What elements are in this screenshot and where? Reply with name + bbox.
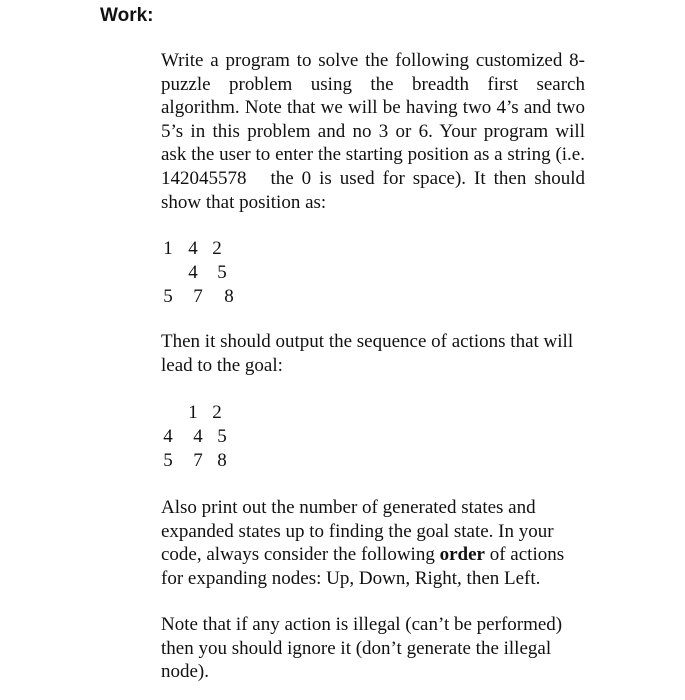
order-keyword: order <box>439 544 485 566</box>
instructions-text: Write a program to solve the following customized 8-puzzle problem using the breadth first search algorithm. Note that we will be having two 4’s and two 5’s in this problem and no 3 or 6. Your program will ask the user to enter the starting position as a string (i.e. 142045578 the 0 is used for space). It then should show that position as: <box>161 50 585 213</box>
output-requirements-paragraph <box>161 496 591 590</box>
goal-intro-text: Then it should output the sequence of actions that will lead to the goal: <box>161 331 574 376</box>
grid-cell: 8 <box>224 286 234 307</box>
grid-cell: 1 <box>188 402 198 423</box>
grid-cell: 5 <box>217 262 227 283</box>
output-requirements-text-start: Also print out the number of generated states and expanded states up to finding the goal state. In your code, always consider the following <box>161 497 554 566</box>
goal-intro-paragraph <box>161 330 591 377</box>
grid-cell: 4 <box>163 426 173 447</box>
grid-cell: 5 <box>163 286 173 307</box>
grid-cell: 2 <box>212 238 222 259</box>
grid-cell: 4 <box>193 426 203 447</box>
grid-cell: 5 <box>163 450 173 471</box>
output-requirements-text-end: of actions for expanding nodes: Up, Down, Right, then Left. <box>161 544 565 589</box>
instructions-paragraph <box>161 49 585 214</box>
illegal-action-note-text: Note that if any action is illegal (can’t be performed) then you should ignore it (don’t generate the illegal node). <box>161 614 563 683</box>
grid-cell: 4 <box>188 238 198 259</box>
grid-cell: 1 <box>163 238 173 259</box>
grid-cell: 2 <box>212 402 222 423</box>
grid-cell: 8 <box>217 450 227 471</box>
work-heading: Work: <box>100 5 154 26</box>
output-requirements-text <box>161 496 591 590</box>
grid-cell: 4 <box>188 262 198 283</box>
grid-cell: 5 <box>217 426 227 447</box>
illegal-action-note-paragraph <box>161 613 591 684</box>
grid-cell: 7 <box>193 286 203 307</box>
grid-cell: 7 <box>193 450 203 471</box>
